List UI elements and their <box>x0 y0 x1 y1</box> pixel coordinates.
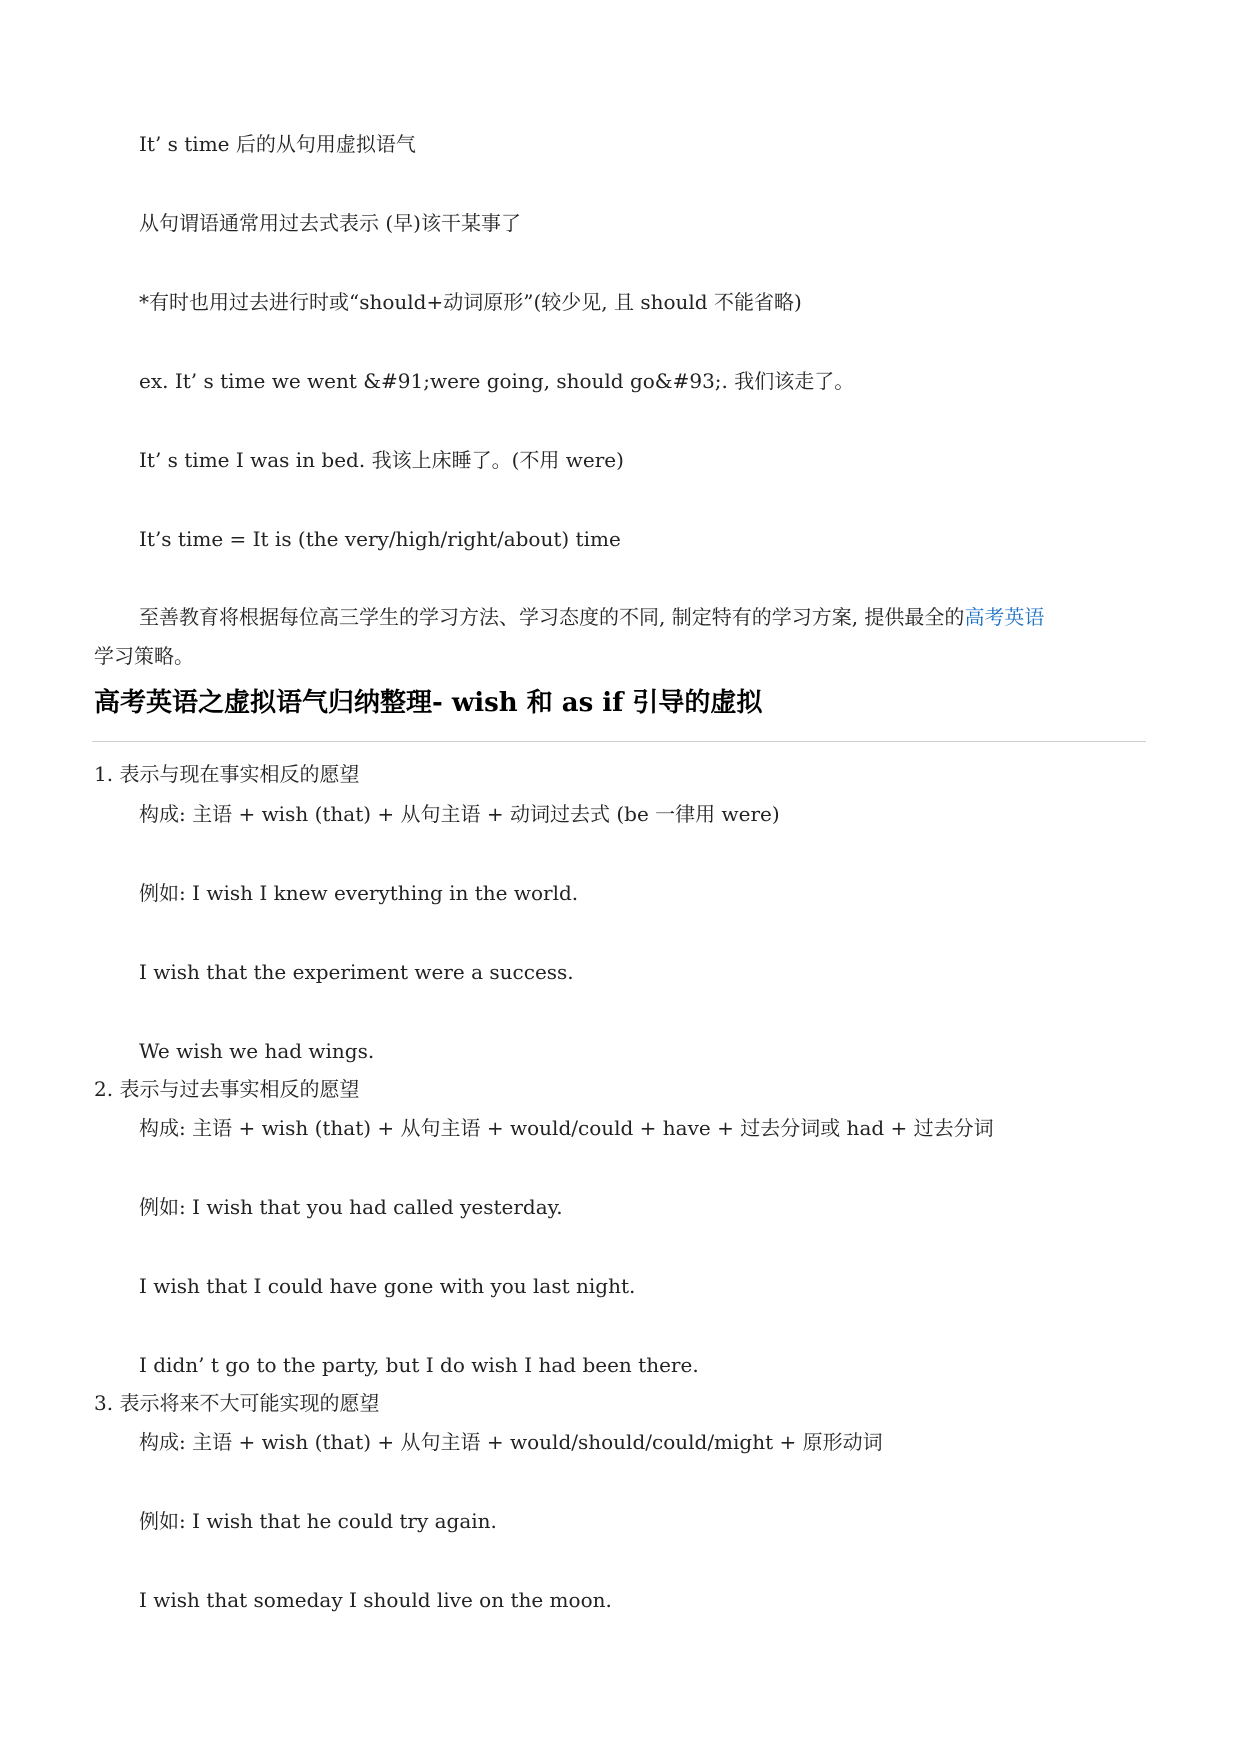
its-time-rule: It’ s time 后的从句用虚拟语气 <box>139 132 416 156</box>
example-line: 例如: I wish I knew everything in the world. <box>139 881 579 905</box>
title-divider <box>92 741 1146 742</box>
example-line: ex. It’ s time we went &#91;were going, should go&#93;. 我们该走了。 <box>139 369 855 393</box>
section-title: 高考英语之虚拟语气归纳整理- wish 和 as if 引导的虚拟 <box>94 688 763 718</box>
promo-paragraph-tail: 学习策略。 <box>94 644 194 668</box>
example-line: I wish that someday I should live on the moon. <box>139 1588 612 1612</box>
example-line: I wish that I could have gone with you last night. <box>139 1274 636 1298</box>
subsection-heading: 1. 表示与现在事实相反的愿望 <box>94 762 360 786</box>
formula-line: 构成: 主语 + wish (that) + 从句主语 + would/could + have + 过去分词或 had + 过去分词 <box>139 1116 994 1140</box>
example-line: It’ s time I was in bed. 我该上床睡了。(不用 were) <box>139 448 624 472</box>
example-line: I wish that the experiment were a success. <box>139 960 574 984</box>
example-line: 例如: I wish that he could try again. <box>139 1509 497 1533</box>
example-line: We wish we had wings. <box>139 1039 375 1063</box>
formula-line: 构成: 主语 + wish (that) + 从句主语 + 动词过去式 (be 一律用 were) <box>139 802 780 826</box>
gaokao-english-link[interactable]: 高考英语 <box>964 605 1045 629</box>
progressive-note: *有时也用过去进行时或“should+动词原形”(较少见, 且 should 不能省略) <box>139 290 802 314</box>
clause-tense-note: 从句谓语通常用过去式表示 (早)该干某事了 <box>139 211 521 235</box>
formula-line: 构成: 主语 + wish (that) + 从句主语 + would/should/could/might + 原形动词 <box>139 1430 883 1454</box>
promo-paragraph <box>139 605 1044 629</box>
promo-text: 至善教育将根据每位高三学生的学习方法、学习态度的不同, 制定特有的学习方案, 提供最全的 <box>139 605 965 629</box>
subsection-heading: 2. 表示与过去事实相反的愿望 <box>94 1077 360 1101</box>
example-line: I didn’ t go to the party, but I do wish I had been there. <box>139 1353 699 1377</box>
subsection-heading: 3. 表示将来不大可能实现的愿望 <box>94 1391 380 1415</box>
its-time-formula: It’s time = It is (the very/high/right/about) time <box>139 527 621 551</box>
example-line: 例如: I wish that you had called yesterday. <box>139 1195 563 1219</box>
